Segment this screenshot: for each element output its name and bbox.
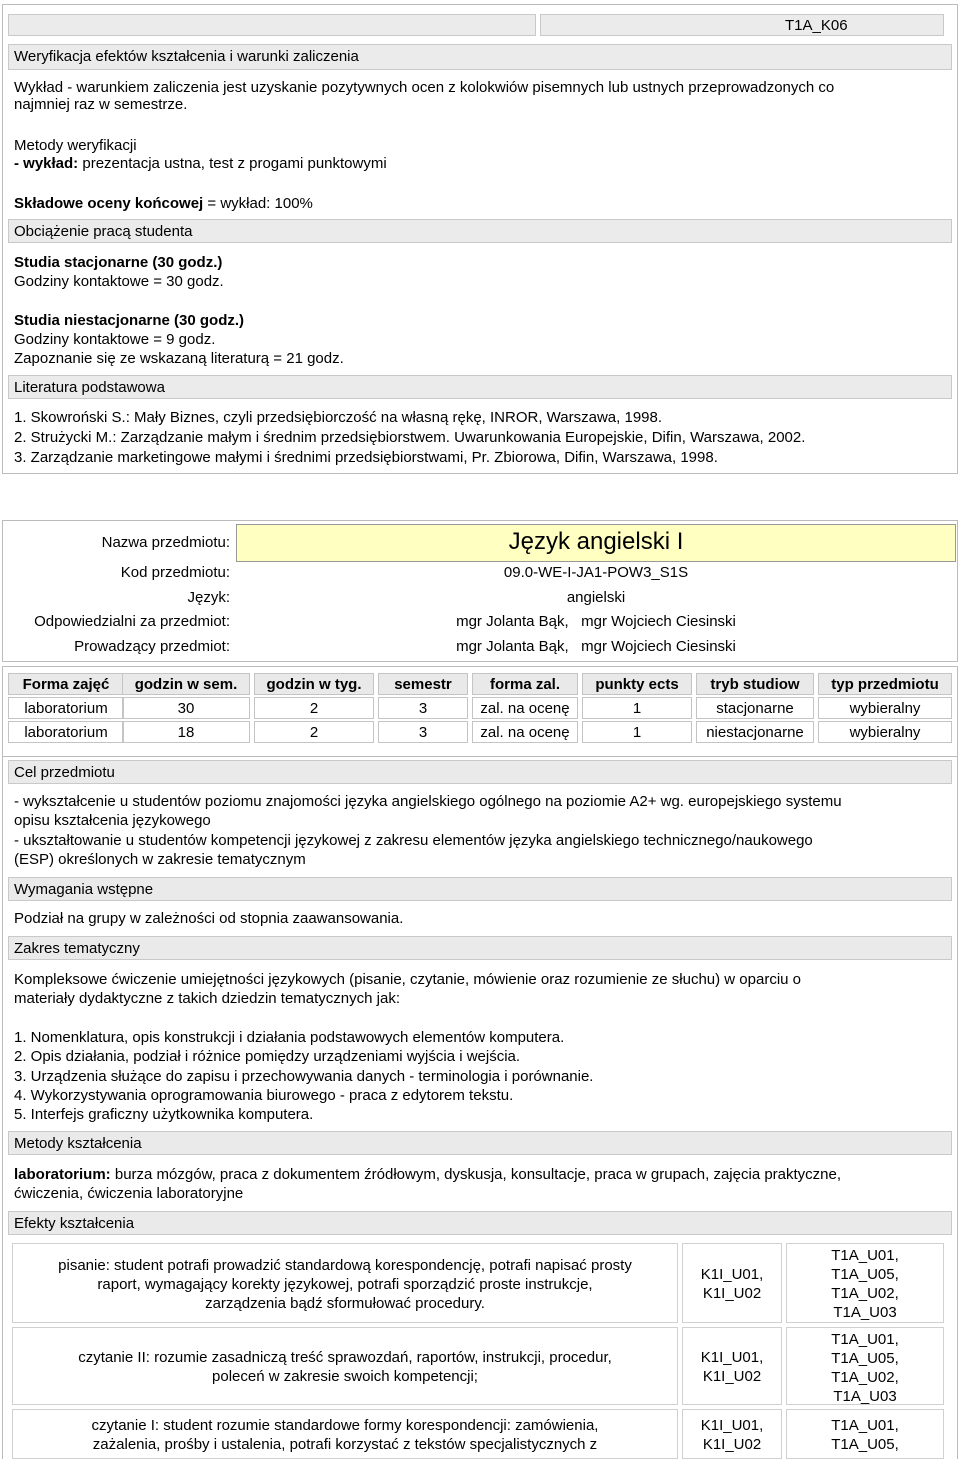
effect-description xyxy=(12,1327,678,1405)
effect-program-codes-line: K1I_U02 xyxy=(702,1285,762,1302)
effect-area-codes-line: T1A_U01, xyxy=(831,1331,899,1348)
effect-description-line: raport, wymagający korekty językowej, potrafi sporządzić proste instrukcje, xyxy=(97,1276,593,1293)
effect-area-codes-line: T1A_U01, xyxy=(831,1247,899,1264)
effect-area-codes xyxy=(786,1243,944,1323)
effect-description-line: czytanie I: student rozumie standardowe formy korespondencji: zamówienia, xyxy=(91,1417,599,1434)
methods-line xyxy=(14,155,387,172)
methods-label: Metody weryfikacji xyxy=(14,137,137,154)
course-code: 09.0-WE-I-JA1-POW3_S1S xyxy=(503,564,689,581)
effect-program-codes-line: K1I_U01, xyxy=(700,1417,764,1434)
goal-line: - wykształcenie u studentów poziomu znajomości języka angielskiego ogólnego na poziomie A2+ wg. europejskiego systemu xyxy=(14,793,842,810)
classes-table-cell: zal. na ocenę xyxy=(472,697,578,719)
classes-table-cell: 1 xyxy=(582,721,692,743)
methods-prefix: - wykład: xyxy=(14,155,79,172)
literature-header: Literatura podstawowa xyxy=(14,379,165,396)
literature-item: 2. Strużycki M.: Zarządzanie małym i średnim przedsiębiorstwem. Uwarunkowania Europejskie, Difin, Warszawa, 2002. xyxy=(14,429,806,446)
effects-header: Efekty kształcenia xyxy=(14,1215,135,1232)
code-badge: T1A_K06 xyxy=(785,17,848,34)
classes-header-cell: typ przedmiotu xyxy=(818,673,952,695)
effect-area-codes-line: T1A_U01, xyxy=(831,1417,899,1434)
effect-description-line: czytanie II: rozumie zasadniczą treść sprawozdań, raportów, instrukcji, procedur, xyxy=(78,1349,612,1366)
effect-program-codes-line: K1I_U01, xyxy=(700,1349,764,1366)
classes-table-cell: niestacjonarne xyxy=(696,721,814,743)
scope-item: 2. Opis działania, podział i różnice pomiędzy urządzeniami wyjścia i wejścia. xyxy=(14,1048,521,1065)
classes-table-cell: wybieralny xyxy=(818,697,952,719)
lecturer-label: Prowadzący przedmiot: xyxy=(74,638,230,655)
scope-header: Zakres tematyczny xyxy=(14,940,140,957)
teaching-methods-text: burza mózgów, praca z dokumentem źródłowym, dyskusja, konsultacje, praca w grupach, zajęcia praktyczne, xyxy=(110,1166,842,1183)
goal-header-box xyxy=(8,760,952,784)
effect-description-line: zarządzenia bądź sformułować procedury. xyxy=(205,1295,485,1312)
teaching-methods-prefix: laboratorium: xyxy=(14,1166,111,1183)
scope-item: 1. Nomenklatura, opis konstrukcji i działania podstawowych elementów komputera. xyxy=(14,1029,565,1046)
classes-header-cell: Forma zajęć xyxy=(8,673,124,695)
top-header-left xyxy=(8,14,536,36)
full-time-hours: Godziny kontaktowe = 30 godz. xyxy=(14,273,224,290)
teaching-methods-header-box xyxy=(8,1131,952,1155)
scope-intro-cont: materiały dydaktyczne z takich dziedzin tematycznych jak: xyxy=(14,990,400,1007)
effect-description xyxy=(12,1409,678,1459)
effect-area-codes-line: T1A_U02, xyxy=(831,1285,899,1302)
grade-value: = wykład: 100% xyxy=(203,195,313,212)
literature-item: 1. Skowroński S.: Mały Biznes, czyli przedsiębiorczość na własną rękę, INROR, Warszawa, 1998. xyxy=(14,409,663,426)
course-code-label: Kod przedmiotu: xyxy=(120,564,230,581)
goal-line: (ESP) określonych w zakresie tematycznym xyxy=(14,851,306,868)
language-label: Język: xyxy=(187,589,230,606)
workload-header: Obciążenie pracą studenta xyxy=(14,223,193,240)
effect-description-line: pisanie: student potrafi prowadzić standardową korespondencję, potrafi napisać prosty xyxy=(58,1257,632,1274)
classes-header-cell: godzin w tyg. xyxy=(254,673,374,695)
goal-line: - ukształtowanie u studentów kompetencji językowej z zakresu elementów języka angielskiego technicznego/naukowego xyxy=(14,832,813,849)
classes-table-cell: 1 xyxy=(582,697,692,719)
part-time-label: Studia niestacjonarne (30 godz.) xyxy=(14,312,245,329)
effect-area-codes-line: T1A_U03 xyxy=(833,1304,897,1321)
classes-table-cell: 3 xyxy=(378,697,468,719)
effect-program-codes-line: K1I_U02 xyxy=(702,1368,762,1385)
grade-line xyxy=(14,195,313,212)
goal-line: opisu kształcenia językowego xyxy=(14,812,211,829)
goal-header: Cel przedmiotu xyxy=(14,764,115,781)
requirements-text: Podział na grupy w zależności od stopnia zaawansowania. xyxy=(14,910,404,927)
effect-area-codes xyxy=(786,1409,944,1459)
code-badge-box xyxy=(540,14,944,36)
scope-intro: Kompleksowe ćwiczenie umiejętności językowych (pisanie, czytanie, mówienie oraz rozumienie ze słuchu) w oparciu o xyxy=(14,971,802,988)
teaching-methods-line xyxy=(14,1166,841,1183)
literature-item: 3. Zarządzanie marketingowe małymi i średnimi przedsiębiorstwami, Pr. Zbiorowa, Difin, Warszawa, 1998. xyxy=(14,449,718,466)
verification-header: Weryfikacja efektów kształcenia i warunki zaliczenia xyxy=(14,48,359,65)
scope-item: 3. Urządzenia służące do zapisu i przechowywania danych - terminologia i porównanie. xyxy=(14,1068,594,1085)
requirements-header: Wymagania wstępne xyxy=(14,881,154,898)
course-name-label: Nazwa przedmiotu: xyxy=(101,534,230,551)
methods-text: prezentacja ustna, test z progami punktowymi xyxy=(78,155,387,172)
grade-label: Składowe oceny końcowej xyxy=(14,195,204,212)
classes-table-cell: 3 xyxy=(378,721,468,743)
effects-header-box xyxy=(8,1211,952,1235)
effect-area-codes-line: T1A_U05, xyxy=(831,1266,899,1283)
classes-table-cell: 30 xyxy=(122,697,250,719)
scope-header-box xyxy=(8,936,952,960)
effect-area-codes-line: T1A_U03 xyxy=(833,1388,897,1405)
teaching-methods-line-cont: ćwiczenia, ćwiczenia laboratoryjne xyxy=(14,1185,244,1202)
part-time-literature: Zapoznanie się ze wskazaną literaturą = 21 godz. xyxy=(14,350,344,367)
classes-table-cell: 2 xyxy=(254,697,374,719)
classes-table-cell: wybieralny xyxy=(818,721,952,743)
effect-program-codes xyxy=(682,1409,782,1459)
verification-text: Wykład - warunkiem zaliczenia jest uzyskanie pozytywnych ocen z kolokwiów pisemnych lub ustnych przeprowadzonych co xyxy=(14,79,835,96)
classes-table-cell: stacjonarne xyxy=(696,697,814,719)
course-name: Język angielski I xyxy=(508,528,684,555)
classes-header-cell: punkty ects xyxy=(582,673,692,695)
effect-area-codes-line: T1A_U05, xyxy=(831,1350,899,1367)
classes-header-cell: forma zal. xyxy=(472,673,578,695)
effect-description xyxy=(12,1243,678,1323)
lecturer-value: mgr Jolanta Bąk, mgr Wojciech Ciesinski xyxy=(456,638,736,655)
classes-table-cell: 2 xyxy=(254,721,374,743)
effect-description-line: poleceń w zakresie swoich kompetencji; xyxy=(212,1368,478,1385)
effect-program-codes-line: K1I_U01, xyxy=(700,1266,764,1283)
part-time-hours: Godziny kontaktowe = 9 godz. xyxy=(14,331,216,348)
responsible-label: Odpowiedzialni za przedmiot: xyxy=(34,613,230,630)
verification-text-cont: najmniej raz w semestrze. xyxy=(14,96,188,113)
language-value: angielski xyxy=(566,589,626,606)
effect-area-codes-line: T1A_U05, xyxy=(831,1436,899,1453)
classes-header-cell: tryb studiow xyxy=(696,673,814,695)
effect-description-line: zażalenia, prośby i ustalenia, potrafi korzystać z tekstów specjalistycznych z xyxy=(92,1436,598,1453)
classes-header-cell: godzin w sem. xyxy=(122,673,250,695)
classes-table-cell: zal. na ocenę xyxy=(472,721,578,743)
effect-program-codes xyxy=(682,1243,782,1323)
responsible-value: mgr Jolanta Bąk, mgr Wojciech Ciesinski xyxy=(456,613,736,630)
scope-item: 5. Interfejs graficzny użytkownika komputera. xyxy=(14,1106,314,1123)
scope-item: 4. Wykorzystywania oprogramowania biurowego - praca z edytorem tekstu. xyxy=(14,1087,514,1104)
classes-table-cell: laboratorium xyxy=(8,697,124,719)
classes-header-cell: semestr xyxy=(378,673,468,695)
effect-area-codes xyxy=(786,1327,944,1405)
classes-table-cell: 18 xyxy=(122,721,250,743)
effect-program-codes xyxy=(682,1327,782,1405)
teaching-methods-header: Metody kształcenia xyxy=(14,1135,142,1152)
effect-area-codes-line: T1A_U02, xyxy=(831,1369,899,1386)
effect-program-codes-line: K1I_U02 xyxy=(702,1436,762,1453)
full-time-label: Studia stacjonarne (30 godz.) xyxy=(14,254,223,271)
classes-table-cell: laboratorium xyxy=(8,721,124,743)
